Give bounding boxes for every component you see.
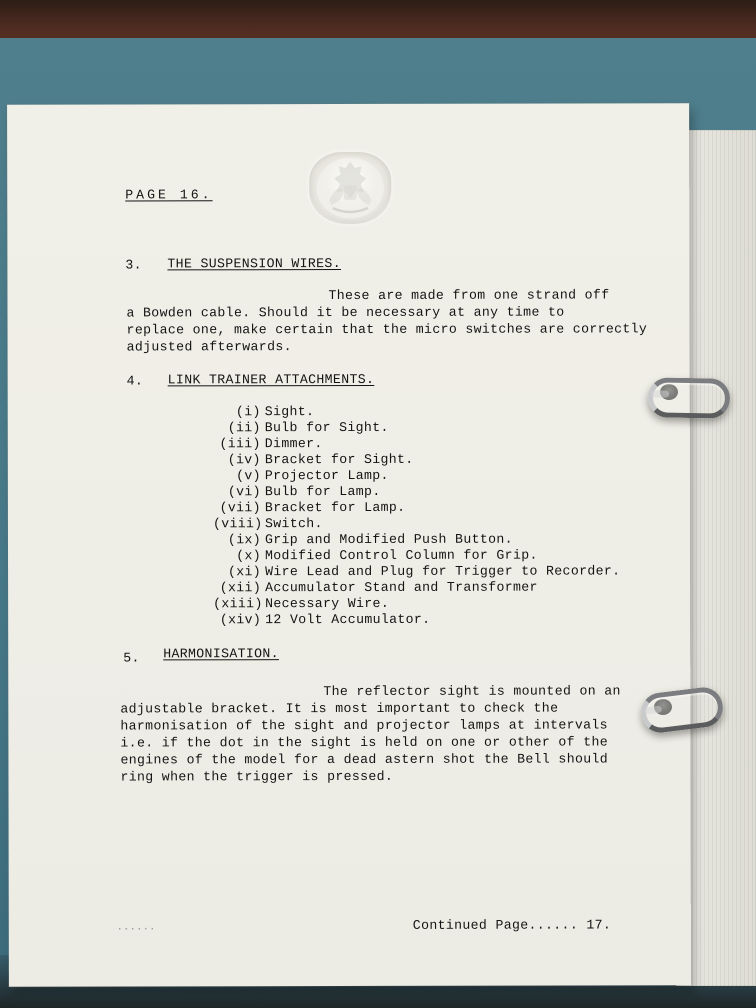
list-item-ix-text: Grip and Modified Push Button. (264, 531, 513, 548)
list-item-xi-text: Wire Lead and Plug for Trigger to Recorder. (265, 563, 621, 580)
list-item-xiii (213, 596, 389, 612)
binder-ring-icon (648, 377, 731, 418)
list-item-i (213, 404, 315, 420)
list-item-iii-text: Dimmer. (264, 436, 323, 452)
section-5-line-5: engines of the model for a dead astern shot the Bell should (120, 751, 609, 768)
list-item-viii-text: Switch. (264, 516, 323, 532)
list-item-x (213, 548, 538, 565)
list-item-v (213, 468, 389, 484)
section-3-line-1: These are made from one strand off (328, 287, 610, 304)
list-item-xii-number: (xii) (219, 580, 262, 596)
page-label (125, 187, 212, 203)
section-5-line-1: The reflector sight is mounted on an (323, 683, 621, 700)
section-3-number: 3. (125, 257, 142, 273)
list-item-vi-number: (vi) (227, 484, 261, 500)
page-label-text: PAGE 16. (125, 187, 213, 203)
list-item-vii (213, 500, 406, 516)
list-item-v-text: Projector Lamp. (264, 467, 389, 484)
list-item-ii-text: Bulb for Sight. (264, 419, 389, 436)
section-5-line-6: ring when the trigger is pressed. (120, 768, 394, 785)
document-page (7, 103, 691, 986)
section-5-line-2: adjustable bracket. It is most important to check the (120, 700, 559, 717)
list-item-viii (213, 516, 323, 532)
section-5-line-3: harmonisation of the sight and projector lamps at intervals (120, 717, 608, 734)
list-item-i-text: Sight. (264, 404, 315, 420)
list-item-i-number: (i) (235, 404, 261, 420)
continued-page-text: Continued Page...... 17. (412, 917, 612, 933)
section-3-title: THE SUSPENSION WIRES. (167, 256, 341, 272)
list-item-iv-number: (iv) (227, 452, 261, 468)
section-3-line-2: a Bowden cable. Should it be necessary at any time to (126, 304, 565, 321)
section-3-line-4: adjusted afterwards. (126, 339, 292, 355)
footer-dots: ...... (116, 922, 156, 934)
section-5-title: HARMONISATION. (163, 646, 279, 662)
list-item-iv-text: Bracket for Sight. (264, 451, 414, 468)
list-item-xi-number: (xi) (227, 564, 262, 580)
list-item-xiii-text: Necessary Wire. (265, 595, 390, 612)
section-4-title: LINK TRAINER ATTACHMENTS. (167, 371, 375, 388)
list-item-xii (213, 580, 538, 597)
list-item-viii-number: (viii) (212, 516, 263, 532)
section-5-number: 5. (123, 650, 140, 666)
list-item-xiv (213, 612, 430, 628)
list-item-vi (213, 484, 381, 500)
list-item-xii-text: Accumulator Stand and Transformer (265, 579, 538, 596)
list-item-ii-number: (ii) (227, 420, 261, 436)
section-4-number: 4. (126, 373, 144, 389)
list-item-iii (213, 436, 323, 452)
section-5-line-4: i.e. if the dot in the sight is held on one or other of the (120, 734, 609, 751)
list-item-x-text: Modified Control Column for Grip. (265, 547, 538, 564)
list-item-xiv-text: 12 Volt Accumulator. (265, 611, 431, 628)
list-item-v-number: (v) (236, 468, 261, 484)
list-item-ix-number: (ix) (227, 532, 262, 548)
list-item-x-number: (x) (236, 548, 262, 564)
list-item-ix (213, 532, 513, 549)
list-item-vi-text: Bulb for Lamp. (264, 483, 381, 500)
list-item-xi (213, 563, 620, 580)
typed-document (7, 103, 691, 986)
list-item-vii-number: (vii) (219, 500, 261, 516)
list-item-xiv-number: (xiv) (219, 612, 262, 628)
list-item-iv (213, 452, 414, 468)
section-3-line-3: replace one, make certain that the micro switches are correctly (126, 321, 648, 338)
list-item-vii-text: Bracket for Lamp. (264, 499, 406, 516)
list-item-xiii-number: (xiii) (213, 596, 263, 612)
list-item-iii-number: (iii) (219, 436, 261, 452)
list-item-ii (213, 420, 389, 436)
